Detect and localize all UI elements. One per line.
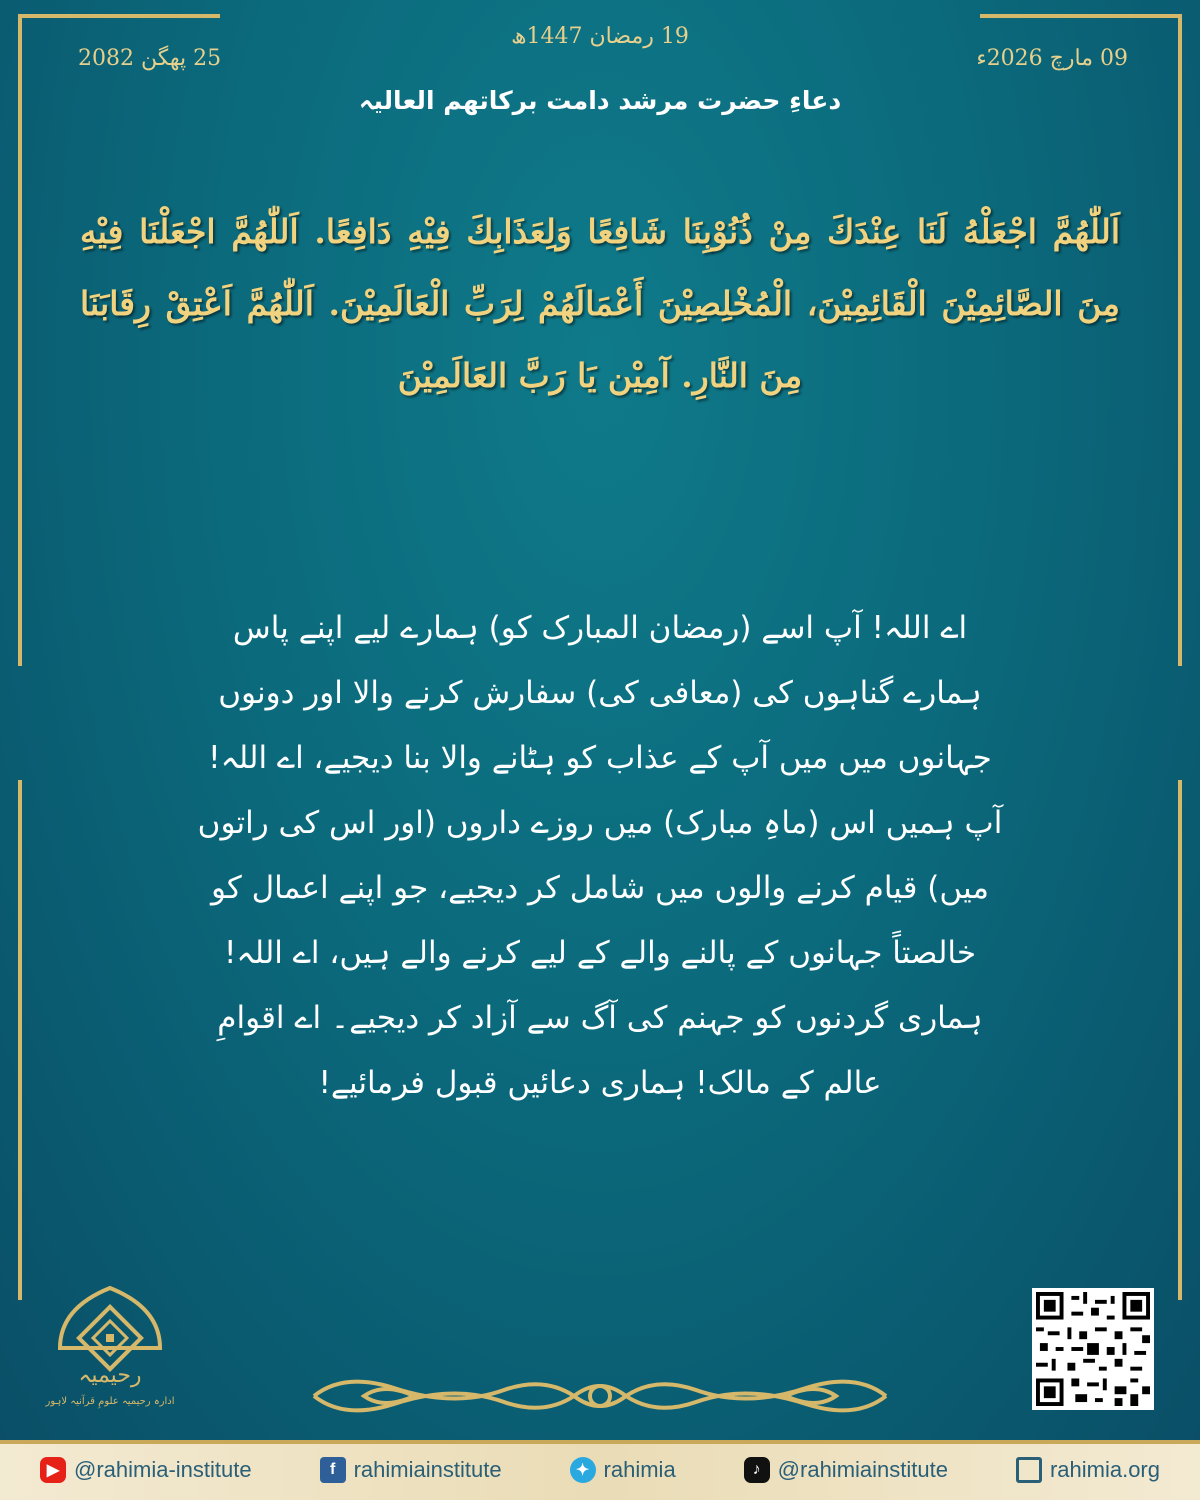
website-url: rahimia.org [1049,1457,1160,1482]
tiktok-handle: @rahimiainstitute [777,1457,948,1482]
frame-bottom-right [1178,780,1182,1300]
youtube-link[interactable] [40,1457,252,1483]
page-title: دعاءِ حضرت مرشد دامت برکاتھم العالیہ [358,86,842,115]
tiktok-icon: ♪ [744,1457,770,1483]
social-footer [0,1440,1200,1500]
rahimia-logo [40,1278,180,1418]
youtube-icon: ▶ [40,1457,66,1483]
logo-tagline: ادارہ رحیمیہ علومِ قرآنیہ لاہور [45,1396,175,1407]
arabic-dua: اَللّٰهُمَّ اجْعَلْهُ لَنَا عِنْدَكَ مِنْ ذُنُوْبِنَا شَافِعًا وَلِعَذَابِكَ فِيْهِ دَافِعًا. اَللّٰهُمَّ اجْعَلْنَا فِيْهِ مِنَ الصَّائِمِيْنَ الْقَائِمِيْنَ، الْمُخْلِصِيْنَ أَعْمَالَهُمْ لِرَبِّ الْعَالَمِيْنَ. اَللّٰهُمَّ اَعْتِقْ رِقَابَنَا مِنَ النَّارِ. آمِيْن يَا رَبَّ العَالَمِيْنَ [80,212,1120,395]
qr-web-icon [1016,1457,1042,1483]
hijri-date: 19 رمضان 1447ھ [511,24,689,49]
bikrami-date: 25 پھگن 2082 [78,46,222,71]
facebook-handle: rahimiainstitute [353,1457,502,1482]
tiktok-link[interactable] [744,1457,948,1483]
twitter-icon: ✦ [570,1457,596,1483]
facebook-link[interactable] [320,1457,502,1483]
frame-bottom-left [18,780,22,1300]
qr-code[interactable] [1032,1288,1154,1410]
website-link[interactable] [1016,1457,1160,1483]
urdu-translation: اے اللہ! آپ اسے (رمضان المبارک کو) ہمارے لیے اپنے پاس ہمارے گناہوں کی (معافی کی) سفارش کرنے والا اور دونوں جہانوں میں میں آپ کے عذاب کو ہٹانے والا بنا دیجیے، اے اللہ! آپ ہمیں اس (ماہِ مبارک) میں روزے داروں (اور اس کی راتوں میں) قیام کرنے والوں میں شامل کر دیجیے، جو اپنے اعمال کو خالصتاً جہانوں کے پالنے والے کے لیے کرنے والے ہیں، اے اللہ! ہماری گردنوں کو جہنم کی آگ سے آزاد کر دیجیے۔ اے اقوامِ عالم کے مالک! ہماری دعائیں قبول فرمائیے! [197,610,1003,1101]
twitter-handle: rahimia [603,1457,676,1482]
gregorian-date: 09 مارچ 2026ء [976,46,1128,71]
logo-name: رحیمیہ [78,1363,142,1388]
facebook-icon: f [320,1457,346,1483]
youtube-handle: @rahimia-institute [74,1457,252,1482]
ornament-divider [304,1368,896,1424]
twitter-link[interactable] [570,1457,676,1483]
